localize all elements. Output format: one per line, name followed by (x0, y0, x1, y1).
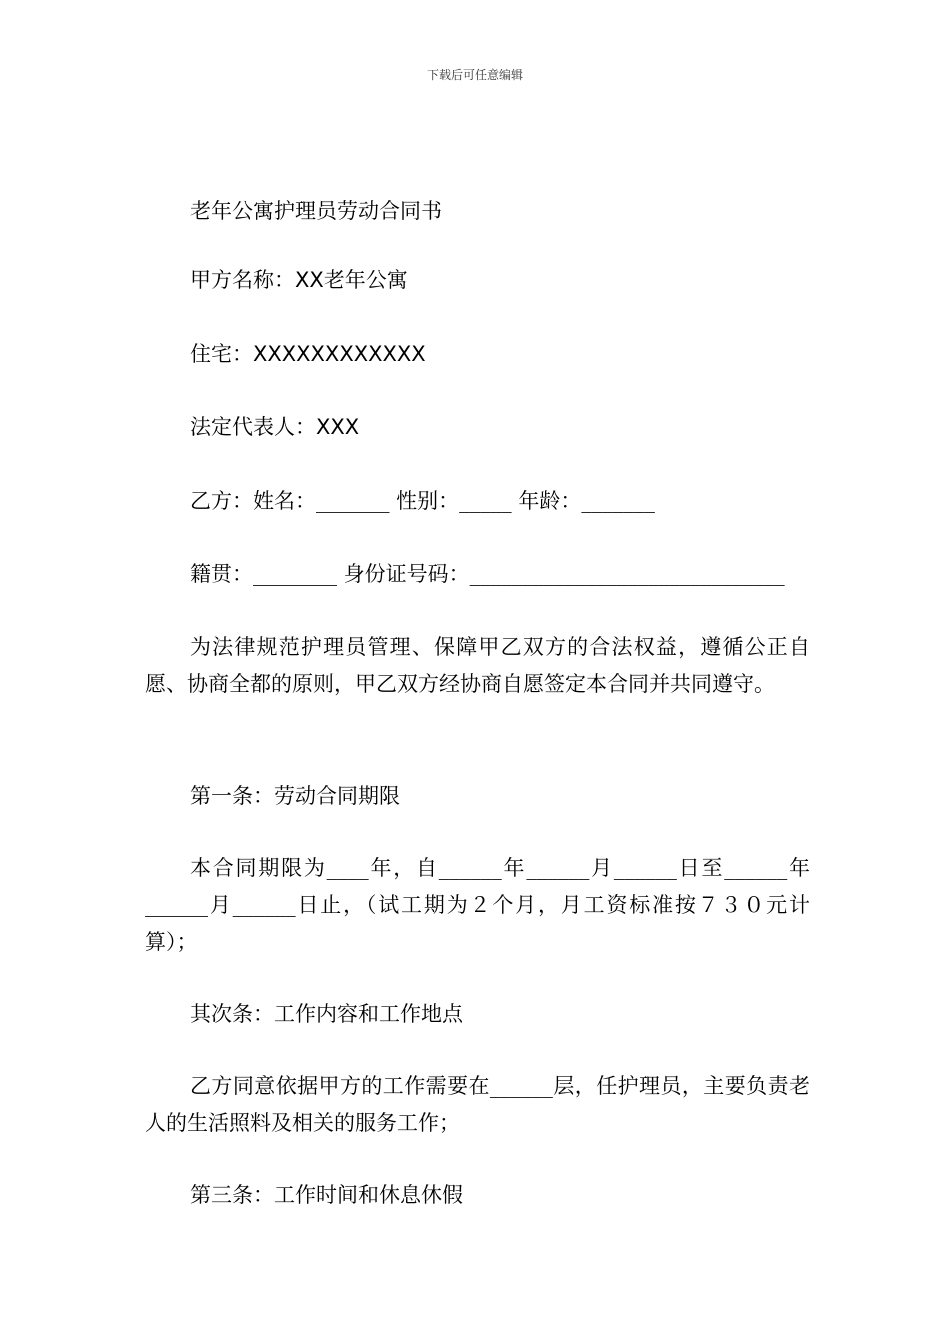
article-1-title: 第一条：劳动合同期限 (190, 784, 400, 808)
legal-representative-value: XXX (316, 415, 360, 439)
intro-paragraph: 为法律规范护理员管理、保障甲乙双方的合法权益，遵循公正自愿、协商全都的原则，甲乙双方经协商自愿签定本合同并共同遵守。 (145, 635, 810, 696)
article-2-title: 其次条：工作内容和工作地点 (190, 1002, 463, 1026)
residence-value: XXXXXXXXXXXX (253, 342, 426, 366)
party-a-name-line (190, 262, 408, 298)
native-place-id-line: 籍贯：________ 身份证号码：______________________________ (190, 562, 785, 586)
article-2-body: 乙方同意依据甲方的工作需要在______层，任护理员，主要负责老人的生活照料及相关的服务工作； (145, 1074, 810, 1135)
page-header-note: 下载后可任意编辑 (426, 68, 523, 82)
residence-line (190, 336, 426, 372)
document-title: 老年公寓护理员劳动合同书 (190, 199, 442, 223)
party-a-name-label: 甲方名称： (190, 268, 295, 292)
party-a-name-value: XX老年公寓 (295, 268, 408, 292)
party-b-line: 乙方：姓名：_______ 性别：_____ 年龄：_______ (190, 489, 655, 513)
article-1-body: 本合同期限为____年，自______年______月______日至______年______月______日止，（试工期为２个月，月工资标准按７３０元计算）； (145, 856, 810, 954)
legal-representative-line (190, 409, 359, 445)
article-3-title: 第三条：工作时间和休息休假 (190, 1183, 463, 1207)
residence-label: 住宅： (190, 342, 253, 366)
legal-representative-label: 法定代表人： (190, 415, 316, 439)
